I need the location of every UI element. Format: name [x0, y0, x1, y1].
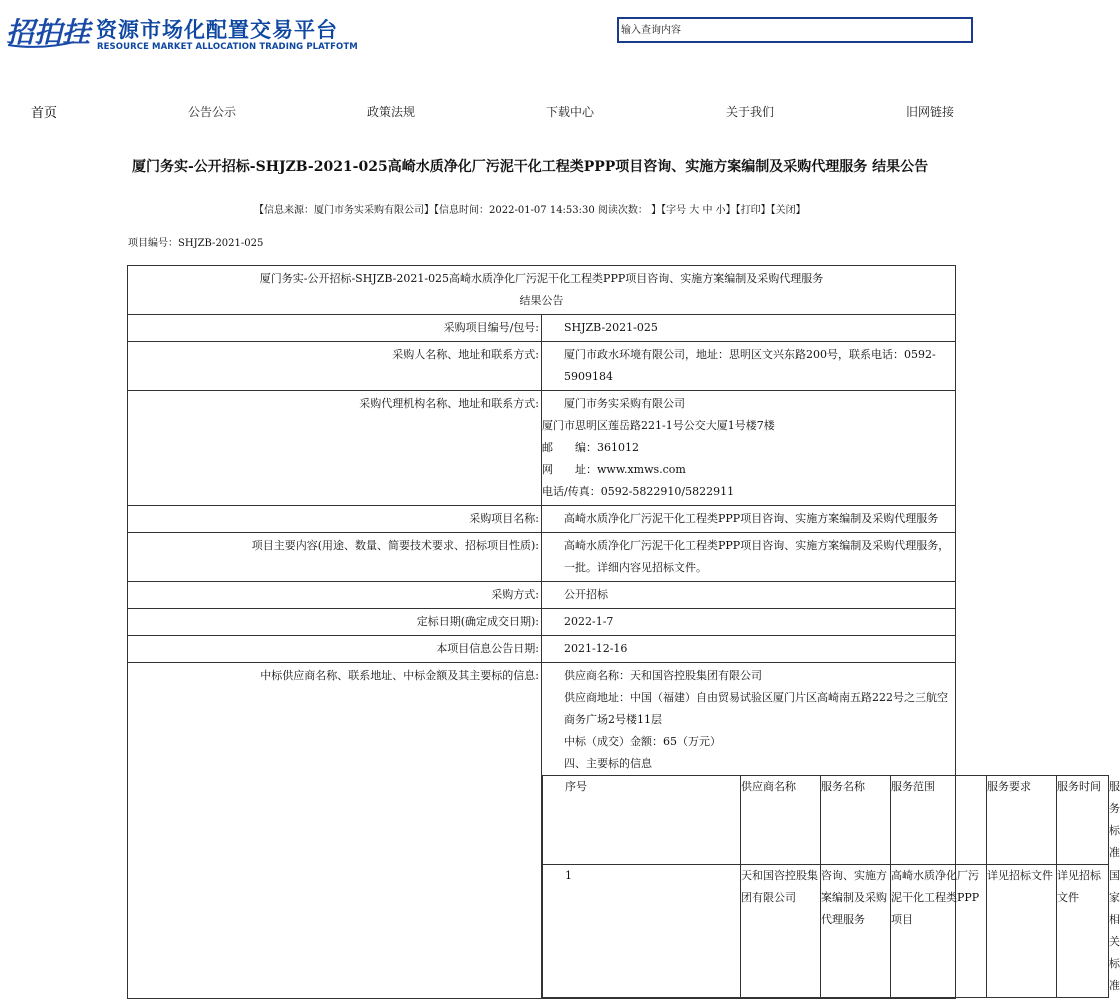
lot-cell: 详见招标文件: [1057, 865, 1109, 998]
row-label: 采购项目名称:: [128, 506, 542, 533]
lot-header-row: 序号 供应商名称 服务名称 服务范围 服务要求 服务时间 服务标准: [543, 776, 1109, 865]
site-subtitle: RESOURCE MARKET ALLOCATION TRADING PLATFOTM: [97, 42, 358, 52]
lot-cell: 天和国咨控股集团有限公司: [741, 865, 821, 998]
lot-table: [542, 775, 1120, 998]
table-row: [128, 609, 956, 636]
lot-cell: 详见招标文件: [987, 865, 1057, 998]
row-label: 本项目信息公告日期:: [128, 636, 542, 663]
lot-header: 序号: [543, 776, 741, 865]
row-label: 采购项目编号/包号:: [128, 315, 542, 342]
logo-text: 招拍挂: [6, 16, 91, 49]
nav-announcements[interactable]: 公告公示: [188, 105, 237, 119]
lot-cell: 高崎水质净化厂污泥干化工程类PPP项目: [891, 865, 987, 998]
site-title: 资源市场化配置交易平台: [96, 18, 338, 42]
lot-header: 服务时间: [1057, 776, 1109, 865]
table-row: [128, 506, 956, 533]
agent-info: 厦门市务实采购有限公司 厦门市思明区莲岳路221-1号公交大厦1号楼7楼 邮 编：361012 网 址：www.xmws.com 电话/传真：0592-5822910/5822911: [542, 391, 956, 506]
lot-cell: 1: [543, 865, 741, 998]
nav-policies[interactable]: 政策法规: [367, 105, 416, 119]
row-value: 2022-1-7: [542, 609, 956, 636]
row-label: 定标日期(确定成交日期):: [128, 609, 542, 636]
table-row: [128, 636, 956, 663]
table-heading-row: [128, 266, 956, 315]
row-value: 厦门市政水环境有限公司，地址：思明区文兴东路200号，联系电话：0592-5909184: [542, 342, 956, 391]
row-label: 采购代理机构名称、地址和联系方式:: [128, 391, 542, 506]
table-row: [128, 391, 956, 506]
nav-home[interactable]: 首页: [31, 106, 58, 121]
article-meta: 【信息来源：厦门市务实采购有限公司】【信息时间：2022-01-07 14:53:30 阅读次数： 】【字号 大 中 小】【打印】【关闭】: [254, 205, 806, 216]
search-input[interactable]: [621, 19, 969, 41]
table-row: [128, 315, 956, 342]
row-value: 公开招标: [542, 582, 956, 609]
row-label: 项目主要内容(用途、数量、简要技术要求、招标项目性质):: [128, 533, 542, 582]
table-row: [128, 582, 956, 609]
result-table: [127, 265, 1120, 999]
row-label: 采购方式:: [128, 582, 542, 609]
winner-info: 供应商名称：天和国咨控股集团有限公司 供应商地址：中国（福建）自由贸易试验区厦门片区高崎南五路222号之三航空商务广场2号楼11层 中标（成交）金额：65（万元） 四、主要标的信息 序号 供应商名称 服务名称 服务范围 服务要求 服务时间 服务标准 1 天和国咨控股集团有限公司 咨询、实施方案编制及采购代理服务 高崎水质净化厂污泥干化工程类PPP项目 详见招标文件 详见招标文件 国家相关标准: [542, 663, 956, 999]
row-value: 高崎水质净化厂污泥干化工程类PPP项目咨询、实施方案编制及采购代理服务: [542, 506, 956, 533]
lot-header: 服务要求: [987, 776, 1057, 865]
lot-header: 服务范围: [891, 776, 987, 865]
table-heading: 厦门务实-公开招标-SHJZB-2021-025高崎水质净化厂污泥干化工程类PPP项目咨询、实施方案编制及采购代理服务 结果公告: [128, 266, 956, 315]
nav-about[interactable]: 关于我们: [726, 105, 775, 119]
row-value: SHJZB-2021-025: [542, 315, 956, 342]
lot-header: 供应商名称: [741, 776, 821, 865]
table-row: [128, 342, 956, 391]
table-row: [128, 533, 956, 582]
row-value: 2021-12-16: [542, 636, 956, 663]
nav-old-site[interactable]: 旧网链接: [906, 105, 955, 119]
lot-row: 1 天和国咨控股集团有限公司 咨询、实施方案编制及采购代理服务 高崎水质净化厂污泥干化工程类PPP项目 详见招标文件 详见招标文件 国家相关标准: [543, 865, 1109, 998]
logo-mark[interactable]: [6, 14, 91, 49]
lot-cell: 咨询、实施方案编制及采购代理服务: [821, 865, 891, 998]
table-row: [128, 663, 956, 999]
row-value: 高崎水质净化厂污泥干化工程类PPP项目咨询、实施方案编制及采购代理服务，一批。详细内容见招标文件。: [542, 533, 956, 582]
row-label: 中标供应商名称、联系地址、中标金额及其主要标的信息:: [128, 663, 542, 999]
lot-header: 服务名称: [821, 776, 891, 865]
nav-downloads[interactable]: 下载中心: [546, 105, 595, 119]
page-title: 厦门务实-公开招标-SHJZB-2021-025高崎水质净化厂污泥干化工程类PPP项目咨询、实施方案编制及采购代理服务 结果公告: [132, 159, 929, 175]
row-label: 采购人名称、地址和联系方式:: [128, 342, 542, 391]
project-number: 项目编号：SHJZB-2021-025: [128, 238, 264, 249]
search-box[interactable]: [617, 17, 973, 43]
